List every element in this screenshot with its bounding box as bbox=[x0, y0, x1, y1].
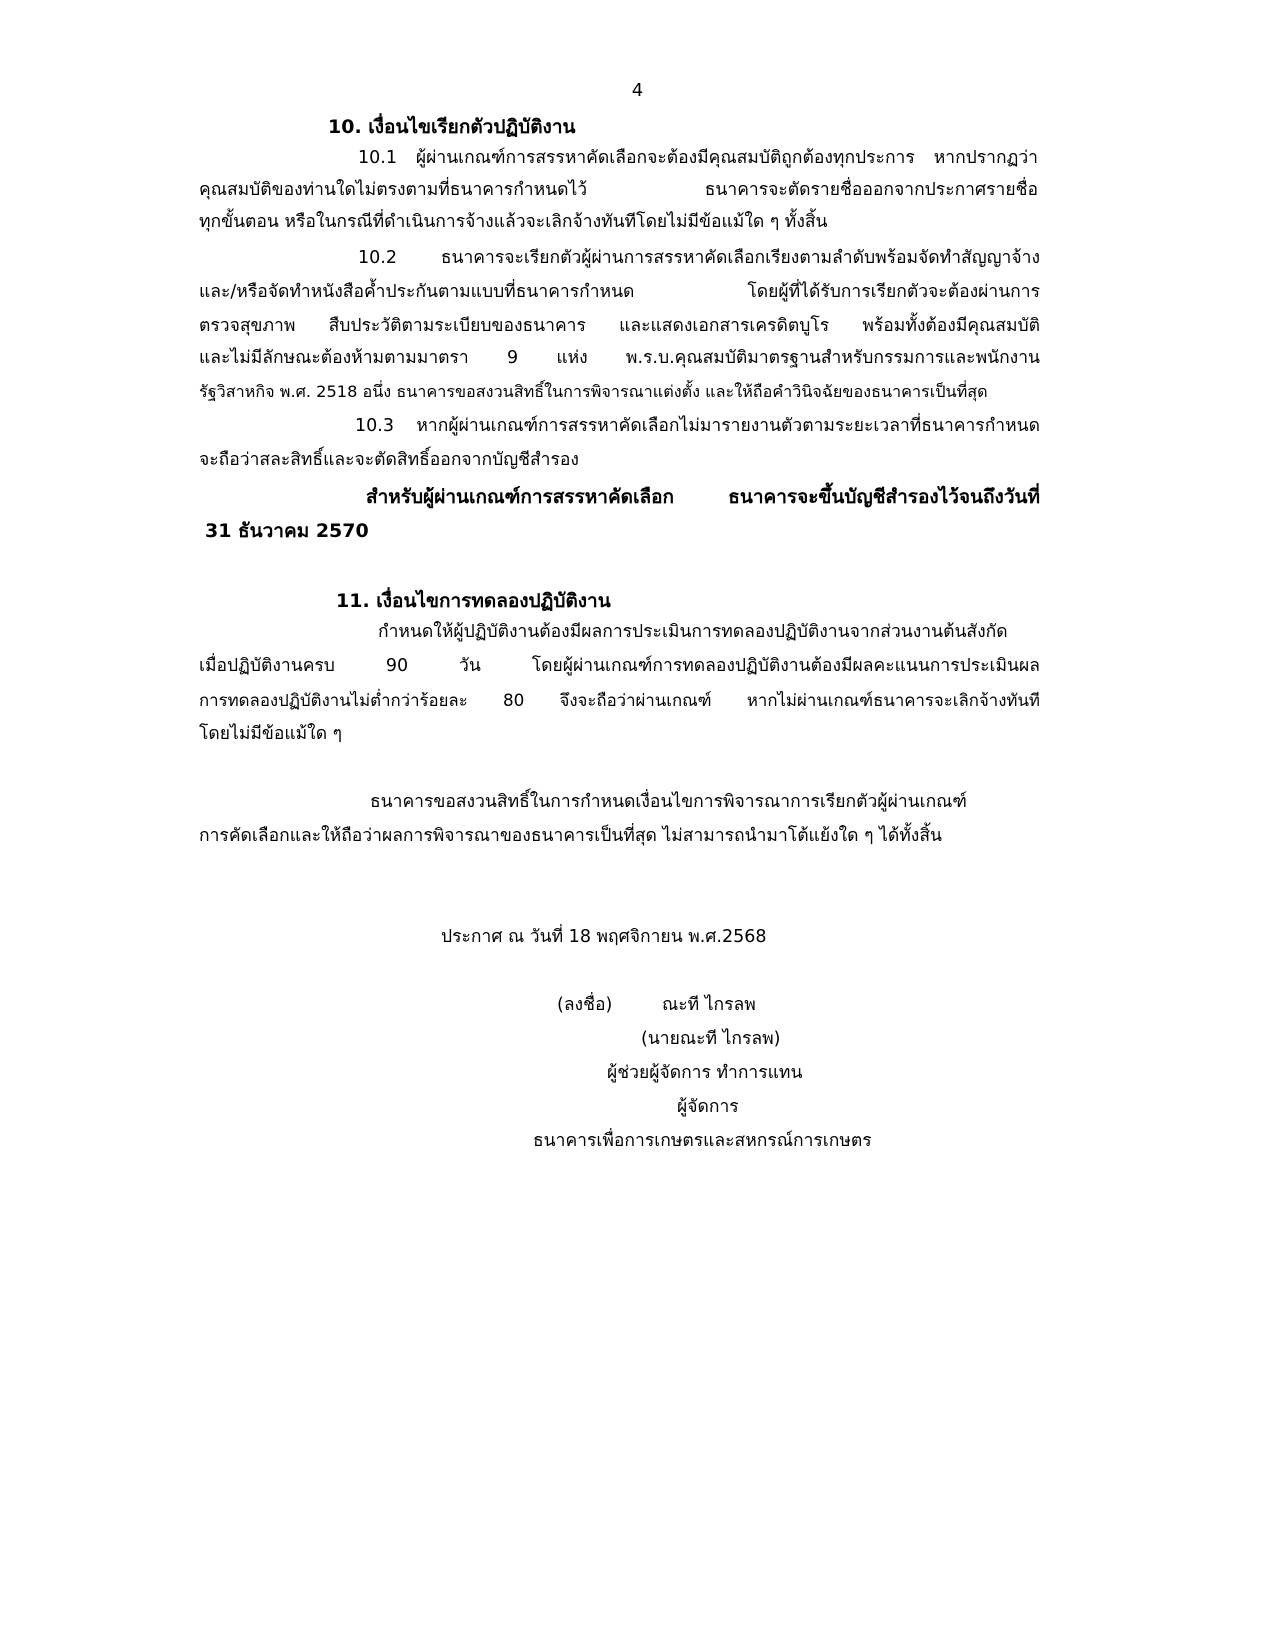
section-11-line-1: กำหนดให้ผู้ปฏิบัติงานต้องมีผลการประเมินการทดลองปฏิบัติงานจากส่วนงานต้นสังกัด bbox=[378, 622, 1008, 642]
section-10-1-line-1: 10.1 ผู้ผ่านเกณฑ์การสรรหาคัดเลือกจะต้องมีคุณสมบัติถูกต้องทุกประการ หากปรากฏว่า bbox=[358, 148, 1038, 168]
section-10-heading: 10. เงื่อนไขเรียกตัวปฏิบัติงาน bbox=[328, 116, 576, 138]
section-10-2-line-5: รัฐวิสาหกิจ พ.ศ. 2518 อนึ่ง ธนาคารขอสงวนสิทธิ์ในการพิจารณาแต่งตั้ง และให้ถือคำวินิจฉัยของธนาคารเป็นที่สุด bbox=[199, 382, 988, 401]
section-11-line-4: โดยไม่มีข้อแม้ใด ๆ bbox=[199, 724, 343, 744]
signer-full-name: (นายณะที ไกรลพ) bbox=[641, 1029, 781, 1049]
section-10-2-line-2: และ/หรือจัดทำหนังสือค้ำประกันตามแบบที่ธนาคารกำหนด โดยผู้ที่ได้รับการเรียกตัวจะต้องผ่านการ bbox=[199, 282, 1040, 302]
section-11-line-3: การทดลองปฏิบัติงานไม่ต่ำกว่าร้อยละ 80 จึงจะถือว่าผ่านเกณฑ์ หากไม่ผ่านเกณฑ์ธนาคารจะเลิกจ้างทันที bbox=[199, 690, 1040, 710]
section-11-line-2: เมื่อปฏิบัติงานครบ 90 วัน โดยผู้ผ่านเกณฑ์การทดลองปฏิบัติงานต้องมีผลคะแนนการประเมินผล bbox=[199, 656, 1040, 676]
section-10-1-line-2: คุณสมบัติของท่านใดไม่ตรงตามที่ธนาคารกำหนดไว้ ธนาคารจะตัดรายชื่อออกจากประกาศรายชื่อ bbox=[199, 180, 1038, 200]
section-10-3-line-1: 10.3 หากผู้ผ่านเกณฑ์การสรรหาคัดเลือกไม่มารายงานตัวตามระยะเวลาที่ธนาคารกำหนด bbox=[355, 416, 1040, 436]
section-10-3-line-2: จะถือว่าสละสิทธิ์และจะตัดสิทธิ์ออกจากบัญชีสำรอง bbox=[199, 450, 579, 470]
announcement-date: ประกาศ ณ วันที่ 18 พฤศจิกายน พ.ศ.2568 bbox=[441, 927, 767, 947]
organization-name: ธนาคารเพื่อการเกษตรและสหกรณ์การเกษตร bbox=[533, 1131, 872, 1151]
reserve-list-note-line-1: สำหรับผู้ผ่านเกณฑ์การสรรหาคัดเลือก ธนาคารจะขึ้นบัญชีสำรองไว้จนถึงวันที่ bbox=[366, 486, 1040, 508]
page-number: 4 bbox=[631, 80, 644, 101]
reservation-line-1: ธนาคารขอสงวนสิทธิ์ในการกำหนดเงื่อนไขการพิจารณาการเรียกตัวผู้ผ่านเกณฑ์ bbox=[370, 792, 967, 812]
sign-label: (ลงชื่อ) bbox=[557, 995, 613, 1015]
section-10-2-line-3: ตรวจสุขภาพ สืบประวัติตามระเบียบของธนาคาร และแสดงเอกสารเครดิตบูโร พร้อมทั้งต้องมีคุณสมบัติ bbox=[199, 316, 1040, 336]
reservation-line-2: การคัดเลือกและให้ถือว่าผลการพิจารณาของธนาคารเป็นที่สุด ไม่สามารถนำมาโต้แย้งใด ๆ ได้ทั้งสิ้น bbox=[199, 826, 942, 846]
signer-name: ณะที ไกรลพ bbox=[662, 995, 756, 1015]
signer-position-acting: ผู้ช่วยผู้จัดการ ทำการแทน bbox=[607, 1063, 803, 1083]
section-10-2-line-1: 10.2 ธนาคารจะเรียกตัวผู้ผ่านการสรรหาคัดเลือกเรียงตามลำดับพร้อมจัดทำสัญญาจ้าง bbox=[358, 248, 1040, 268]
reserve-list-note-line-2: 31 ธันวาคม 2570 bbox=[205, 520, 369, 542]
section-10-2-line-4: และไม่มีลักษณะต้องห้ามตามมาตรา 9 แห่ง พ.ร.บ.คุณสมบัติมาตรฐานสำหรับกรรมการและพนักงาน bbox=[199, 348, 1040, 368]
section-11-heading: 11. เงื่อนไขการทดลองปฏิบัติงาน bbox=[336, 590, 611, 612]
section-10-1-line-3: ทุกขั้นตอน หรือในกรณีที่ดำเนินการจ้างแล้วจะเลิกจ้างทันทีโดยไม่มีข้อแม้ใด ๆ ทั้งสิ้น bbox=[199, 212, 828, 232]
signer-position-manager: ผู้จัดการ bbox=[677, 1097, 739, 1117]
